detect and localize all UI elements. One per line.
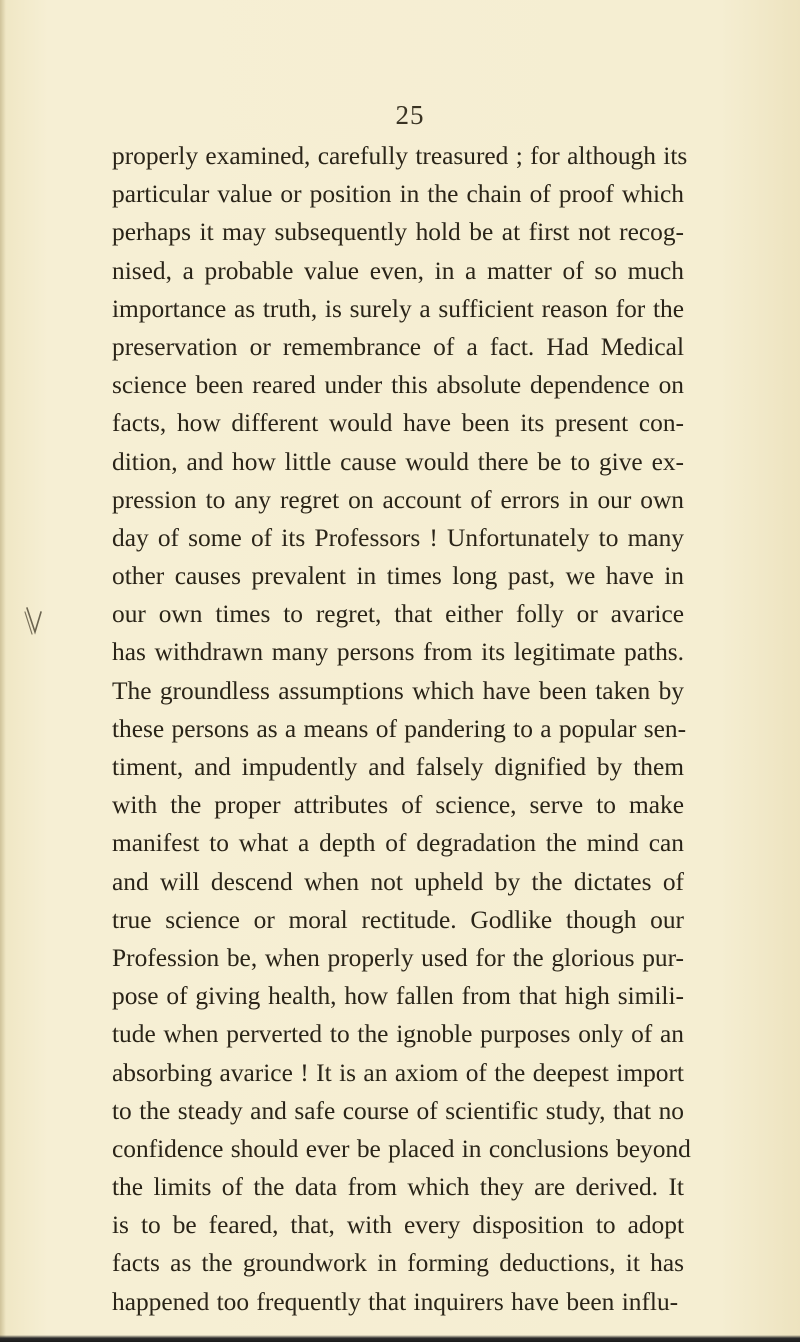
- text-line: absorbing avarice ! It is an axiom of the deepest import: [112, 1058, 684, 1087]
- text-line: these persons as a means of pandering to a popular sen-: [112, 714, 687, 743]
- text-line: and will descend when not upheld by the dictates of: [112, 867, 684, 896]
- page-gutter-shadow: [0, 0, 6, 1342]
- text-line: preservation or remembrance of a fact. Had Medical: [112, 332, 684, 361]
- text-line: is to be feared, that, with every disposition to adopt: [112, 1211, 684, 1240]
- text-line: to the steady and safe course of scientific study, that no: [112, 1096, 684, 1125]
- text-line: manifest to what a depth of degradation the mind can: [112, 829, 684, 858]
- text-line: has withdrawn many persons from its legitimate paths.: [112, 638, 684, 667]
- text-line: our own times to regret, that either folly or avarice: [112, 600, 684, 629]
- text-line: confidence should ever be placed in conclusions beyond: [112, 1134, 691, 1163]
- page-number: 25: [395, 100, 425, 130]
- page-bottom-edge: [0, 1335, 800, 1342]
- text-line: The groundless assumptions which have been taken by: [112, 676, 684, 705]
- text-line: tude when perverted to the ignoble purposes only of an: [112, 1020, 684, 1049]
- text-line: the limits of the data from which they are derived. It: [112, 1173, 684, 1202]
- text-line: nised, a probable value even, in a matter of so much: [112, 256, 684, 285]
- text-line: with the proper attributes of science, serve to make: [112, 791, 684, 820]
- text-line: perhaps it may subsequently hold be at first not recog-: [112, 218, 684, 247]
- text-line: pression to any regret on account of errors in our own: [112, 485, 684, 514]
- text-line: importance as truth, is surely a sufficient reason for the: [112, 294, 684, 323]
- text-line: facts as the groundwork in forming deductions, it has: [112, 1249, 684, 1278]
- text-line: pose of giving health, how fallen from that high simili-: [112, 982, 684, 1011]
- margin-pencil-mark: [24, 604, 44, 648]
- text-line: true science or moral rectitude. Godlike though our: [112, 905, 684, 934]
- text-line: day of some of its Professors ! Unfortunately to many: [112, 523, 684, 552]
- text-line: happened too frequently that inquirers have been influ-: [112, 1287, 679, 1316]
- text-line: dition, and how little cause would there be to give ex-: [112, 447, 684, 476]
- text-line: timent, and impudently and falsely dignified by them: [112, 753, 684, 781]
- text-line: facts, how different would have been its present con-: [112, 409, 684, 438]
- text-line: science been reared under this absolute dependence on: [112, 371, 684, 400]
- text-line: particular value or position in the chain of proof which: [112, 180, 684, 209]
- text-line: properly examined, carefully treasured ; for although its: [112, 142, 688, 170]
- body-text: [112, 137, 691, 1321]
- text-line: Profession be, when properly used for the glorious pur-: [112, 943, 684, 972]
- text-line: other causes prevalent in times long past, we have in: [112, 562, 684, 591]
